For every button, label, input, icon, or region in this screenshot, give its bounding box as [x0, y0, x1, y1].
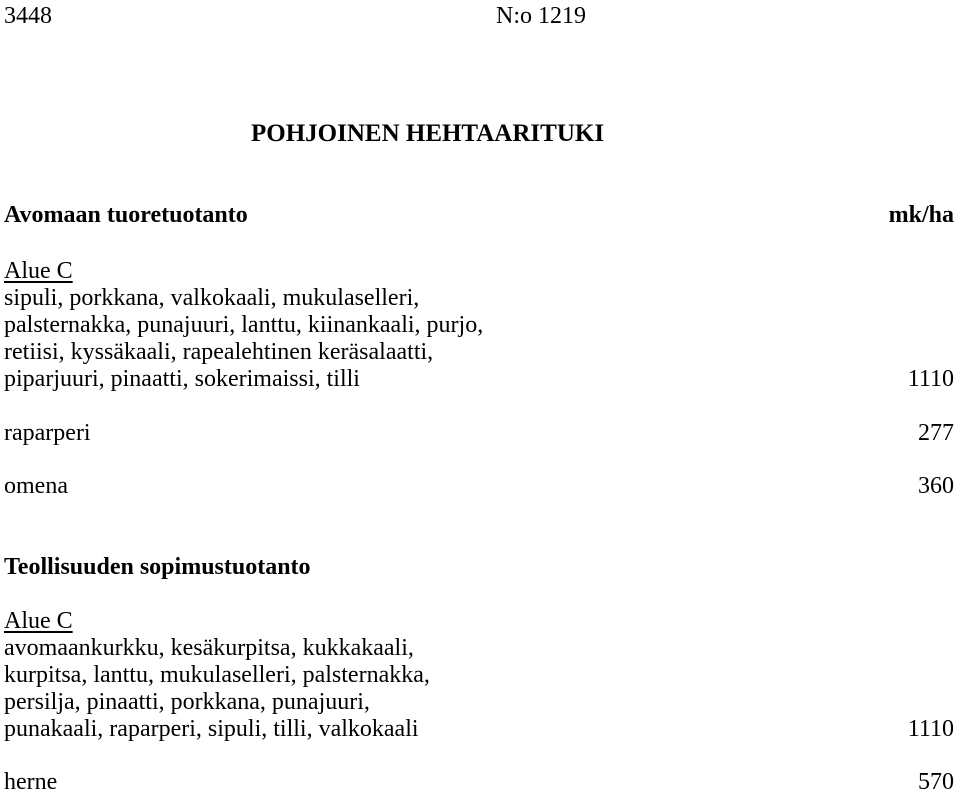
section1-line-1: sipuli, porkkana, valkokaali, mukulaselleri,: [4, 285, 420, 311]
section2-line-1: avomaankurkku, kesäkurpitsa, kukkakaali,: [4, 635, 414, 661]
section1-heading: Avomaan tuoretuotanto: [4, 202, 248, 228]
row-label: raparperi: [4, 420, 91, 446]
section1-line-3: retiisi, kyssäkaali, rapealehtinen keräsalaatti,: [4, 339, 434, 365]
row-label: herne: [4, 769, 58, 795]
row-label: omena: [4, 473, 68, 499]
section1-line-2: palsternakka, punajuuri, lanttu, kiinankaali, purjo,: [4, 312, 484, 338]
section2-lines-value: 1110: [907, 716, 954, 742]
document-number: N:o 1219: [496, 3, 586, 29]
document-title: POHJOINEN HEHTAARITUKI: [251, 120, 605, 147]
page-number: 3448: [4, 3, 52, 29]
row-value: 277: [918, 420, 954, 446]
section1-line-4: piparjuuri, pinaatti, sokerimaissi, tilli: [4, 366, 360, 392]
row-value: 570: [918, 769, 954, 795]
section2-heading: Teollisuuden sopimustuotanto: [4, 554, 311, 580]
section2-line-3: persilja, pinaatti, porkkana, punajuuri,: [4, 689, 370, 715]
section2-line-2: kurpitsa, lanttu, mukulaselleri, palsternakka,: [4, 662, 430, 688]
section1-area: Alue C: [4, 258, 73, 284]
row-value: 360: [918, 473, 954, 499]
section1-lines-value: 1110: [907, 366, 954, 392]
unit-label: mk/ha: [888, 202, 954, 228]
section2-area: Alue C: [4, 608, 73, 634]
section2-line-4: punakaali, raparperi, sipuli, tilli, valkokaali: [4, 716, 419, 742]
